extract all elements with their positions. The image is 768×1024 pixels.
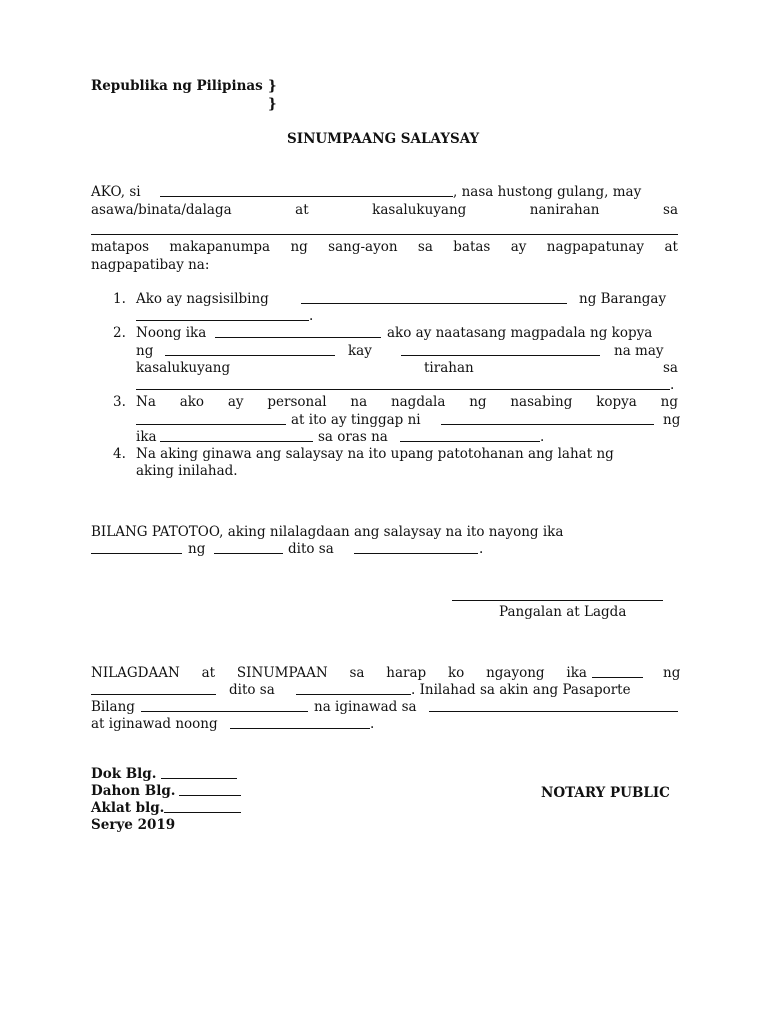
item2-tirahan: tirahan [424, 360, 474, 376]
item2-blank-address[interactable] [136, 389, 670, 390]
item1-blank-barangay[interactable] [136, 320, 309, 321]
word: NILAGDAAN [91, 665, 180, 681]
nilagdaan-bilang: Bilang [91, 699, 135, 715]
nilagdaan-line-1 [91, 665, 587, 682]
word: kopya [596, 394, 637, 410]
passport-issue-place-blank[interactable] [429, 711, 678, 712]
word: at [295, 202, 309, 218]
item4-line-2: aking inilahad. [136, 463, 238, 479]
word: asawa/binata/dalaga [91, 202, 232, 218]
word: batas [453, 239, 491, 255]
item-number-1: 1. [113, 291, 126, 307]
word: na [350, 394, 368, 410]
intro-line-2 [91, 202, 678, 219]
item2-sa: sa [663, 360, 678, 376]
intro-line-5: nagpapatibay na: [91, 257, 210, 273]
serye-label: Serye 2019 [91, 817, 176, 833]
nilagdaan-iginawad-sa: na iginawad sa [314, 699, 417, 715]
nilagdaan-end: . [370, 716, 375, 732]
word: nasabing [510, 394, 573, 410]
signature-line[interactable] [452, 600, 663, 601]
item3-end: . [540, 429, 545, 445]
item2-kay: kay [348, 343, 372, 359]
name-blank[interactable] [160, 196, 453, 197]
item3-text-b: at ito ay tinggap ni [291, 412, 421, 428]
word: ika [566, 665, 587, 681]
document-title: SINUMPAANG SALAYSAY [287, 131, 480, 147]
nilagdaan-blank-place[interactable] [296, 694, 411, 695]
word: ko [447, 665, 465, 681]
patotoo-ng: ng [188, 541, 206, 557]
patotoo-blank-day[interactable] [91, 553, 182, 554]
nilagdaan-iginawad-noong: at iginawad noong [91, 716, 218, 732]
word: harap [386, 665, 427, 681]
item2-ng: ng [136, 343, 154, 359]
dahon-label: Dahon Blg. [91, 783, 176, 799]
word: sang-ayon [328, 239, 398, 255]
passport-issue-date-blank[interactable] [230, 728, 370, 729]
patotoo-blank-place[interactable] [354, 553, 478, 554]
aklat-label: Aklat blg. [91, 800, 165, 816]
nilagdaan-ng: ng [663, 665, 681, 681]
word: ng [290, 239, 308, 255]
item1-blank-position[interactable] [301, 303, 567, 304]
word: nanirahan [529, 202, 600, 218]
word: ng [469, 394, 487, 410]
notary-public-title: NOTARY PUBLIC [541, 785, 670, 801]
dok-label: Dok Blg. [91, 766, 157, 782]
item2-blank-date[interactable] [215, 337, 381, 338]
item-number-4: 4. [113, 446, 126, 462]
item1-text-a: Ako ay nagsisilbing [136, 291, 269, 307]
intro-ako-rest: , nasa hustong gulang, may [453, 184, 642, 200]
nilagdaan-dito: dito sa [229, 682, 275, 698]
item2-namay: na may [614, 343, 664, 359]
item3-blank-receiver[interactable] [441, 424, 654, 425]
item3-ika: ika [136, 429, 157, 445]
intro-ako: AKO, si [91, 184, 141, 200]
item4-line-1: Na aking ginawa ang salaysay na ito upang patotohanan ang lahat ng [136, 446, 614, 462]
word: personal [267, 394, 327, 410]
item3-text-c: sa oras na [318, 429, 388, 445]
item3-line-1 [136, 394, 678, 411]
word: ngayong [486, 665, 545, 681]
item1-text-b: ng Barangay [579, 291, 667, 307]
word: kasalukuyang [372, 202, 467, 218]
word: ng [660, 394, 678, 410]
republic-header: Republika ng Pilipinas [91, 78, 263, 94]
aklat-blank[interactable] [164, 812, 241, 813]
patotoo-line-1: BILANG PATOTOO, aking nilalagdaan ang salaysay na ito nayong ika [91, 524, 564, 540]
word: ay [510, 239, 527, 255]
item2-kasalukuyang: kasalukuyang [136, 360, 231, 376]
item1-end: . [309, 308, 314, 324]
item3-blank-date[interactable] [160, 441, 313, 442]
word: at [664, 239, 678, 255]
word: makapanumpa [169, 239, 271, 255]
nilagdaan-line-2-rest: . Inilahad sa akin ang Pasaporte [411, 682, 631, 698]
item2-blank-document[interactable] [165, 355, 335, 356]
word: sa [417, 239, 433, 255]
address-blank[interactable] [91, 234, 678, 235]
passport-number-blank[interactable] [141, 711, 308, 712]
signature-label: Pangalan at Lagda [499, 604, 627, 620]
intro-line-4 [91, 239, 678, 256]
item3-ng: ng [663, 412, 681, 428]
patotoo-dito: dito sa [288, 541, 334, 557]
word: sa [663, 202, 678, 218]
patotoo-blank-month[interactable] [214, 553, 283, 554]
item-number-3: 3. [113, 394, 126, 410]
item2-end: . [670, 377, 675, 393]
dahon-blank[interactable] [179, 795, 241, 796]
patotoo-end: . [479, 541, 484, 557]
nilagdaan-blank-month[interactable] [91, 694, 216, 695]
item2-blank-recipient[interactable] [401, 355, 600, 356]
word: nagdala [390, 394, 446, 410]
word: sa [349, 665, 365, 681]
item2-text-a: Noong ika [136, 325, 207, 341]
item-number-2: 2. [113, 325, 126, 341]
word: Na [136, 394, 156, 410]
word: matapos [91, 239, 150, 255]
item2-text-b: ako ay naatasang magpadala ng kopya [387, 325, 653, 341]
word: at [201, 665, 216, 681]
word: SINUMPAAN [236, 665, 328, 681]
dok-blank[interactable] [161, 778, 237, 779]
word: nagpapatunay [546, 239, 645, 255]
item3-blank-time[interactable] [400, 441, 540, 442]
word: ay [227, 394, 244, 410]
word: ako [179, 394, 205, 410]
brace-1: } [268, 78, 277, 94]
item3-blank-copy[interactable] [136, 424, 286, 425]
nilagdaan-blank-day[interactable] [592, 677, 643, 678]
brace-2: } [268, 96, 277, 112]
